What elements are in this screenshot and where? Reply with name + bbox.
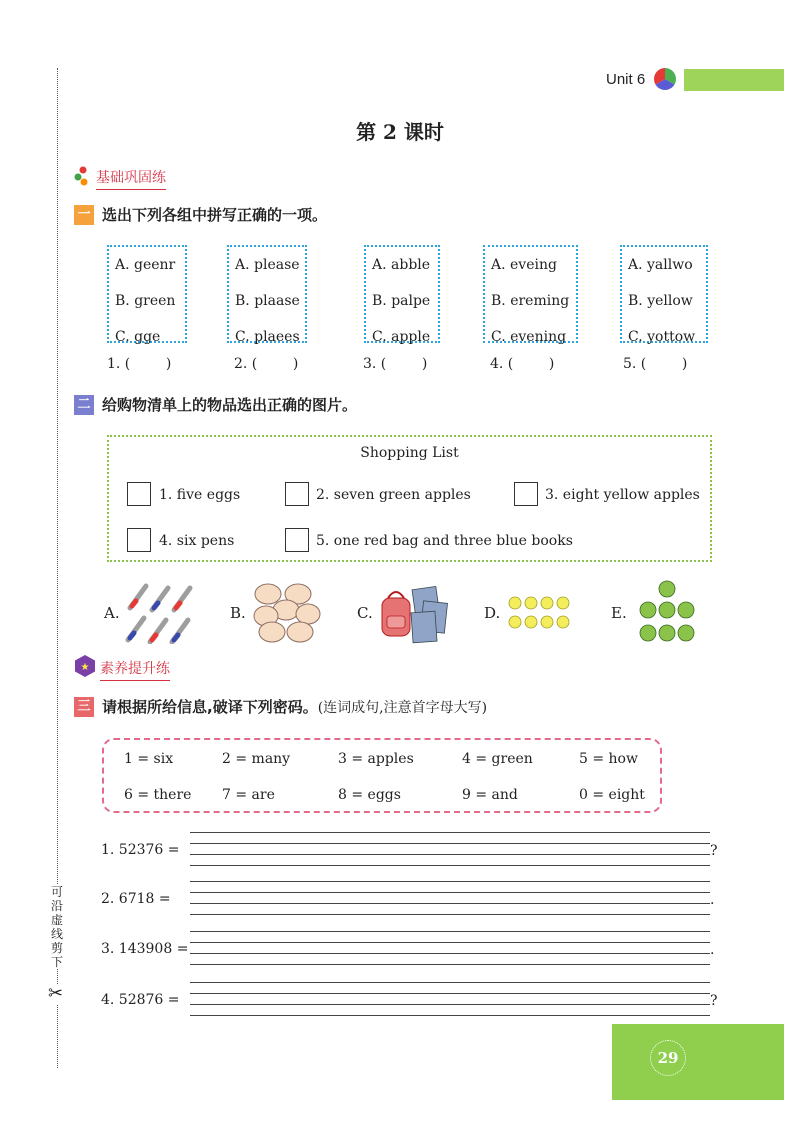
option-a: A. abble (372, 257, 431, 273)
q3-instruction: 请根据所给信息,破译下列密码。 (102, 698, 318, 716)
code-1: 1 = six (124, 751, 174, 767)
cut-instruction: 可沿虚线剪下 (50, 885, 63, 969)
unit-label: Unit 6 (606, 71, 646, 88)
answer-box-4[interactable] (127, 528, 151, 552)
writing-line[interactable] (190, 993, 710, 994)
end-punctuation-1: ? (710, 843, 718, 859)
eggs-picture (252, 582, 322, 644)
svg-text:★: ★ (80, 662, 90, 673)
q2-number: 二 (74, 395, 94, 415)
shopping-item-4: 4. six pens (159, 533, 235, 549)
dots-icon (74, 166, 92, 186)
shopping-item-5: 5. one red bag and three blue books (316, 533, 573, 549)
answer-blank-4[interactable]: 4. ( ) (490, 356, 555, 372)
option-a: A. please (235, 257, 300, 273)
option-c: C. apple (372, 329, 431, 345)
option-a: A. geenr (115, 257, 176, 273)
code-5: 5 = how (579, 751, 638, 767)
q3-heading (74, 696, 487, 717)
picture-label-e: E. (611, 604, 627, 622)
page-title: 第 2 课时 (356, 120, 444, 144)
option-c: C. evening (491, 329, 567, 345)
writing-line[interactable] (190, 942, 710, 943)
picture-label-c: C. (357, 604, 373, 622)
writing-line[interactable] (190, 854, 710, 855)
scissors-icon: ✂ (48, 983, 64, 1004)
writing-line[interactable] (190, 881, 710, 882)
q1-options-5 (620, 245, 708, 343)
answer-box-5[interactable] (285, 528, 309, 552)
option-c: C. yottow (628, 329, 696, 345)
answer-label-4: 4. 52876 = (101, 992, 180, 1008)
answer-label-3: 3. 143908 = (101, 941, 189, 957)
shopping-item-2: 2. seven green apples (316, 487, 471, 503)
answer-blank-1[interactable]: 1. ( ) (107, 356, 172, 372)
q2-instruction: 给购物清单上的物品选出正确的图片。 (102, 396, 358, 414)
picture-label-b: B. (230, 604, 246, 622)
writing-line[interactable] (190, 914, 710, 915)
answer-blank-3[interactable]: 3. ( ) (363, 356, 428, 372)
answer-label-1: 1. 52376 = (101, 842, 180, 858)
q1-heading (74, 204, 327, 225)
code-key-box (102, 738, 662, 813)
writing-line[interactable] (190, 832, 710, 833)
answer-box-3[interactable] (514, 482, 538, 506)
yellow-apples-picture (508, 594, 574, 632)
shopping-list-title: Shopping List (360, 445, 459, 461)
answer-blank-2[interactable]: 2. ( ) (234, 356, 299, 372)
bag-and-books-picture (378, 582, 450, 644)
writing-line[interactable] (190, 843, 710, 844)
unit-ball-icon (654, 68, 676, 90)
page-number-panel (612, 1024, 784, 1100)
option-c: C. gge (115, 329, 161, 345)
q3-note: (连词成句,注意首字母大写) (317, 699, 488, 716)
page-number: 29 (650, 1040, 686, 1076)
end-punctuation-3: . (710, 942, 715, 958)
writing-line[interactable] (190, 903, 710, 904)
writing-line[interactable] (190, 1015, 710, 1016)
q1-options-3 (364, 245, 440, 343)
writing-line[interactable] (190, 892, 710, 893)
code-9: 9 = and (462, 787, 518, 803)
unit-color-bar (684, 69, 784, 91)
writing-line[interactable] (190, 931, 710, 932)
answer-blank-5[interactable]: 5. ( ) (623, 356, 688, 372)
option-a: A. eveing (491, 257, 557, 273)
code-4: 4 = green (462, 751, 533, 767)
q2-heading (74, 394, 357, 415)
option-a: A. yallwo (628, 257, 693, 273)
writing-line[interactable] (190, 1004, 710, 1005)
answer-box-2[interactable] (285, 482, 309, 506)
q1-instruction: 选出下列各组中拼写正确的一项。 (102, 206, 328, 224)
shopping-list (107, 435, 712, 562)
writing-line[interactable] (190, 964, 710, 965)
code-0: 0 = eight (579, 787, 645, 803)
end-punctuation-2: . (710, 892, 715, 908)
pens-picture (122, 582, 194, 644)
option-b: B. green (115, 293, 176, 309)
code-3: 3 = apples (338, 751, 414, 767)
green-apples-picture (636, 580, 698, 646)
code-8: 8 = eggs (338, 787, 401, 803)
writing-line[interactable] (190, 953, 710, 954)
q3-number: 三 (74, 697, 94, 717)
end-punctuation-4: ? (710, 993, 718, 1009)
writing-line[interactable] (190, 865, 710, 866)
option-b: B. ereming (491, 293, 570, 309)
code-7: 7 = are (222, 787, 275, 803)
q1-options-1 (107, 245, 187, 343)
shopping-item-1: 1. five eggs (159, 487, 241, 503)
code-6: 6 = there (124, 787, 192, 803)
q1-options-2 (227, 245, 307, 343)
shopping-item-3: 3. eight yellow apples (545, 487, 700, 503)
section-tag-basic: 基础巩固练 (96, 167, 166, 190)
picture-label-d: D. (484, 604, 501, 622)
hexagon-star-icon (74, 654, 96, 678)
q1-options-4 (483, 245, 578, 343)
code-2: 2 = many (222, 751, 291, 767)
answer-label-2: 2. 6718 = (101, 891, 171, 907)
option-b: B. yellow (628, 293, 693, 309)
option-b: B. plaase (235, 293, 300, 309)
option-c: C. plaees (235, 329, 300, 345)
option-b: B. palpe (372, 293, 431, 309)
section-tag-advanced: 素养提升练 (100, 658, 170, 681)
picture-label-a: A. (104, 604, 120, 622)
answer-box-1[interactable] (127, 482, 151, 506)
q1-number: 一 (74, 205, 94, 225)
writing-line[interactable] (190, 982, 710, 983)
